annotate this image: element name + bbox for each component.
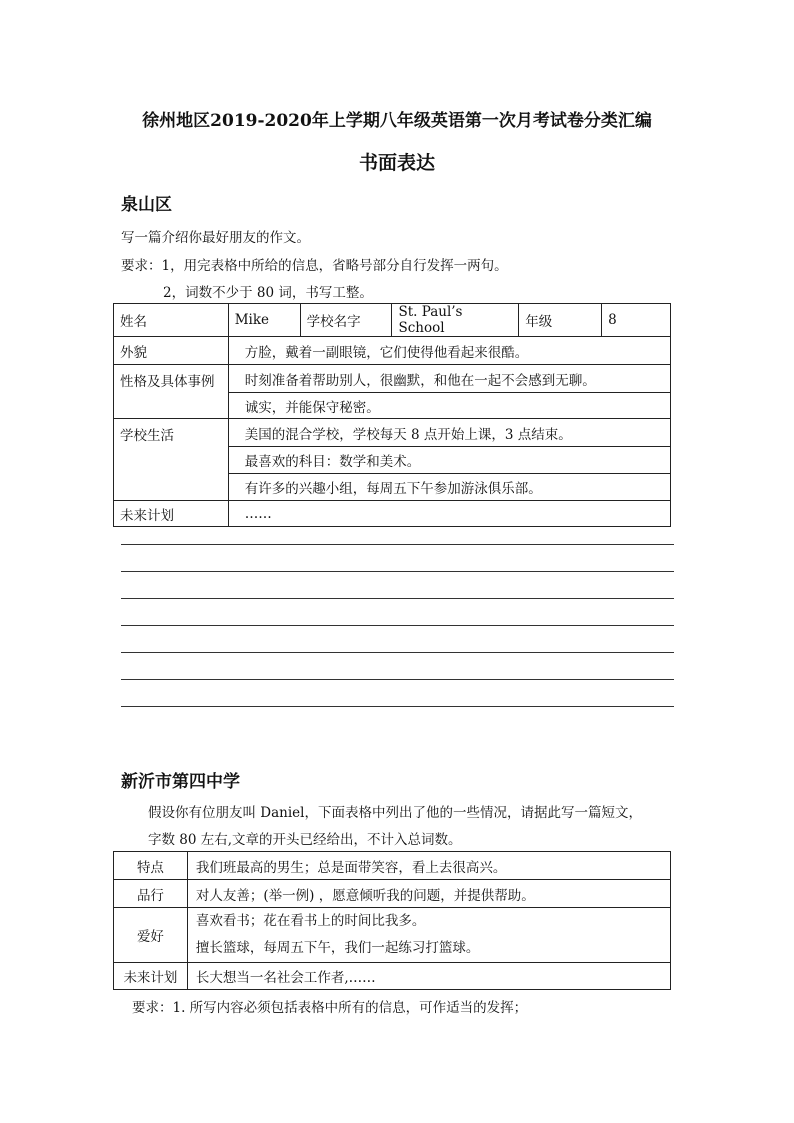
daniel-info-table [113, 851, 671, 990]
hobby-label: 爱好 [114, 908, 188, 963]
section1-intro: 写一篇介绍你最好朋友的作文。 [121, 230, 310, 246]
personality-label: 性格及具体事例 [114, 365, 229, 419]
answer-line [121, 652, 674, 653]
future-plan-value: …… [228, 501, 670, 527]
section1-heading: 泉山区 [121, 195, 172, 215]
feature-label: 特点 [114, 852, 188, 880]
answer-line [121, 544, 674, 545]
school-label: 学校名字 [300, 304, 392, 337]
answer-line [121, 679, 674, 680]
hobby-value-1: 喜欢看书；花在看书上的时间比我多。 [195, 913, 426, 929]
grade-label: 年级 [519, 304, 602, 337]
hobby-values [187, 908, 670, 963]
feature-value: 我们班最高的男生；总是面带笑容，看上去很高兴。 [187, 852, 670, 880]
answer-line [121, 571, 674, 572]
answer-line [121, 598, 674, 599]
answer-line [121, 625, 674, 626]
answer-line [121, 706, 674, 707]
section2-heading: 新沂市第四中学 [121, 772, 240, 792]
appearance-label: 外貌 [114, 337, 229, 365]
school-life-value-1: 美国的混合学校，学校每天 8 点开始上课，3 点结束。 [228, 419, 670, 447]
section2-requirement: 要求：1. 所写内容必须包括表格中所有的信息，可作适当的发挥； [132, 1000, 528, 1016]
hobby-value-2: 擅长篮球，每周五下午，我们一起练习打篮球。 [195, 940, 480, 956]
friend-info-table [113, 303, 671, 527]
personality-value-1: 时刻准备着帮助别人，很幽默，和他在一起不会感到无聊。 [228, 365, 670, 393]
future-plan-label: 未来计划 [114, 501, 229, 527]
school-life-value-2: 最喜欢的科目：数学和美术。 [228, 447, 670, 474]
school-life-label: 学校生活 [114, 419, 229, 501]
document-subtitle: 书面表达 [358, 152, 435, 174]
future-plan-value-2: 长大想当一名社会工作者,…… [187, 963, 670, 990]
future-plan-label-2: 未来计划 [114, 963, 188, 990]
appearance-value: 方脸，戴着一副眼镜，它们使得他看起来很酷。 [228, 337, 670, 365]
character-value: 对人友善；(举一例) ，愿意倾听我的问题，并提供帮助。 [187, 880, 670, 908]
section2-intro-2: 字数 80 左右,文章的开头已经给出，不计入总词数。 [148, 832, 462, 848]
grade-value: 8 [602, 304, 671, 337]
name-value: Mike [228, 304, 300, 337]
character-label: 品行 [114, 880, 188, 908]
school-value: St. Paul’s School [392, 304, 519, 337]
name-label: 姓名 [114, 304, 229, 337]
section2-intro-1: 假设你有位朋友叫 Daniel，下面表格中列出了他的一些情况，请据此写一篇短文， [148, 805, 642, 821]
school-life-value-3: 有许多的兴趣小组，每周五下午参加游泳俱乐部。 [228, 474, 670, 501]
personality-value-2: 诚实，并能保守秘密。 [228, 393, 670, 419]
section1-requirement-1: 要求：1，用完表格中所给的信息，省略号部分自行发挥一两句。 [121, 258, 508, 274]
document-title: 徐州地区2019-2020年上学期八年级英语第一次月考试卷分类汇编 [142, 111, 652, 131]
section1-requirement-2: 2，词数不少于 80 词，书写工整。 [163, 285, 373, 301]
